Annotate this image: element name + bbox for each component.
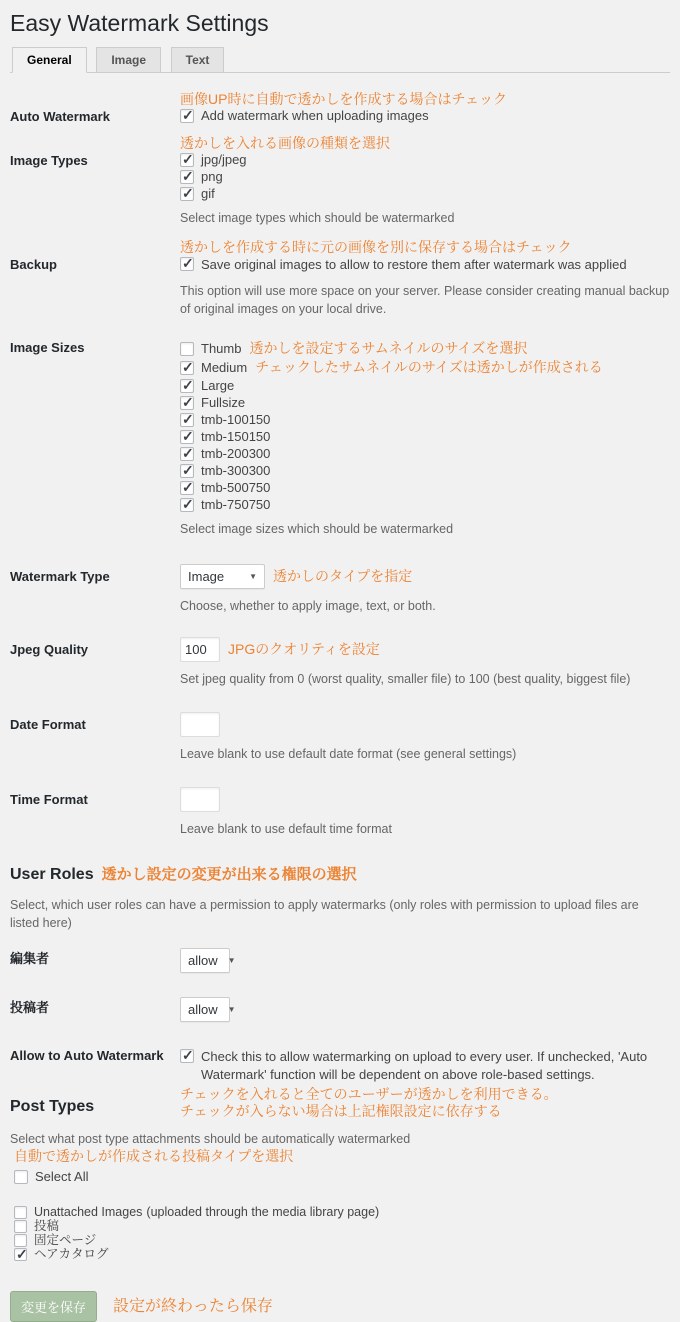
dropdown-arrow-icon: ▼ [249, 572, 257, 581]
watermark-type-select[interactable]: Image ▼ [180, 564, 265, 589]
backup-checkbox[interactable]: ✓ Save original images to allow to restore them after watermark was applied [180, 256, 670, 274]
date-format-label: Date Format [10, 717, 86, 732]
auto-watermark-checkbox[interactable]: ✓ Add watermark when uploading images [180, 108, 670, 123]
checkbox-icon[interactable] [14, 1220, 27, 1233]
save-button[interactable]: 変更を保存 [10, 1291, 97, 1322]
allow-auto-watermark-checkbox[interactable]: ✓ Check this to allow watermarking on upload to every user. If unchecked, 'Auto Watermark' function will be dependent on above role-based settings. [180, 1048, 670, 1084]
row-auto-watermark [10, 91, 670, 125]
watermark-type-description: Choose, whether to apply image, text, or both. [180, 599, 436, 613]
tab-bar [10, 46, 670, 73]
post-types-list [14, 1206, 670, 1261]
user-roles-description: Select, which user roles can have a permission to apply watermarks (only roles with permission to upload files are listed here) [10, 898, 639, 930]
row-watermark-type [10, 564, 670, 615]
image-size-medium-checkbox[interactable]: ✓ Medium チェックしたサムネイルのサイズは透かしが作成される [180, 359, 670, 376]
jpeg-quality-input[interactable] [180, 637, 220, 662]
tab-image[interactable]: Image [96, 47, 161, 72]
role-editor-select[interactable]: allow ▼ [180, 948, 230, 973]
checkbox-icon[interactable] [14, 1206, 27, 1219]
checkbox-icon[interactable] [180, 342, 194, 356]
jpeg-quality-note-ja: JPGのクオリティを設定 [228, 641, 380, 657]
watermark-type-note-ja: 透かしのタイプを指定 [273, 568, 413, 584]
auto-watermark-note-ja: 画像UP時に自動で透かしを作成する場合はチェック [180, 91, 508, 107]
allow-auto-watermark-label: Allow to Auto Watermark [10, 1048, 164, 1063]
image-type-gif-checkbox[interactable]: ✓ gif [180, 186, 670, 201]
jpeg-quality-label: Jpeg Quality [10, 642, 89, 657]
checkbox-icon[interactable] [180, 109, 194, 123]
post-type-post-checkbox[interactable]: 投稿 [14, 1220, 670, 1233]
post-type-unattached-checkbox[interactable]: Unattached Images (uploaded through the media library page) [14, 1206, 670, 1219]
post-type-unattached-suffix: (uploaded through the media library page) [146, 1205, 380, 1219]
tab-general[interactable]: General [12, 47, 87, 73]
checkbox-icon[interactable] [14, 1170, 28, 1184]
image-size-tmb-300300-checkbox[interactable]: ✓ tmb-300300 [180, 463, 670, 478]
allow-auto-note-ja-1: チェックを入れると全てのユーザーが透かしを利用できる。 [180, 1086, 558, 1102]
medium-note-ja: チェックしたサムネイルのサイズは透かしが作成される [255, 359, 603, 375]
row-image-types [10, 135, 670, 227]
auto-watermark-label: Auto Watermark [10, 109, 110, 124]
role-author-label: 投稿者 [10, 1000, 50, 1015]
image-size-tmb-200300-checkbox[interactable]: ✓ tmb-200300 [180, 446, 670, 461]
image-types-description: Select image types which should be watermarked [180, 211, 455, 225]
checkbox-icon[interactable] [180, 481, 194, 495]
backup-note-ja: 透かしを作成する時に元の画像を別に保存する場合はチェック [180, 239, 572, 255]
checkbox-icon[interactable] [180, 498, 194, 512]
footer [10, 1291, 670, 1322]
post-types-note-ja: 自動で透かしが作成される投稿タイプを選択 [14, 1148, 294, 1164]
save-note-ja: 設定が終わったら保存 [113, 1298, 273, 1315]
row-backup [10, 239, 670, 318]
checkbox-icon[interactable] [180, 1049, 194, 1063]
checkbox-icon[interactable] [180, 379, 194, 393]
date-format-description: Leave blank to use default date format (see general settings) [180, 747, 517, 761]
watermark-type-label: Watermark Type [10, 569, 110, 584]
role-author-select[interactable]: allow ▼ [180, 997, 230, 1022]
time-format-input[interactable] [180, 787, 220, 812]
image-size-fullsize-checkbox[interactable]: ✓ Fullsize [180, 395, 670, 410]
image-sizes-description: Select image sizes which should be watermarked [180, 522, 454, 536]
thumb-note-ja: 透かしを設定するサムネイルのサイズを選択 [249, 340, 528, 356]
checkbox-icon[interactable] [180, 361, 194, 375]
checkbox-icon[interactable] [180, 447, 194, 461]
checkbox-icon[interactable] [180, 396, 194, 410]
image-types-label: Image Types [10, 153, 88, 168]
jpeg-quality-description: Set jpeg quality from 0 (worst quality, smaller file) to 100 (best quality, biggest file) [180, 672, 631, 686]
checkbox-icon[interactable] [180, 464, 194, 478]
select-all-checkbox[interactable]: Select All [14, 1169, 670, 1184]
dropdown-arrow-icon: ▼ [227, 956, 236, 965]
tab-text[interactable]: Text [171, 47, 225, 72]
checkbox-icon[interactable] [180, 257, 194, 271]
user-roles-heading: User Roles 透かし設定の変更が出来る権限の選択 [10, 866, 357, 883]
allow-auto-note-ja-2: チェックが入らない場合は上記権限設定に依存する [180, 1103, 502, 1119]
image-size-thumb-checkbox[interactable]: Thumb 透かしを設定するサムネイルのサイズを選択 [180, 340, 670, 357]
page-title: Easy Watermark Settings [10, 10, 269, 36]
post-type-haircatalog-checkbox[interactable]: ✓ ヘアカタログ [14, 1248, 670, 1261]
row-jpeg-quality [10, 637, 670, 688]
row-image-sizes [10, 340, 670, 538]
image-size-tmb-150150-checkbox[interactable]: ✓ tmb-150150 [180, 429, 670, 444]
post-types-description: Select what post type attachments should be automatically watermarked [10, 1132, 411, 1146]
backup-description: This option will use more space on your server. Please consider creating manual backup of original images on your local drive. [180, 284, 670, 316]
image-types-note-ja: 透かしを入れる画像の種類を選択 [180, 135, 390, 151]
user-roles-note-ja: 透かし設定の変更が出来る権限の選択 [101, 866, 357, 883]
row-allow-auto-watermark [10, 1048, 670, 1120]
time-format-description: Leave blank to use default time format [180, 822, 392, 836]
row-time-format [10, 787, 670, 838]
post-type-page-checkbox[interactable]: 固定ページ [14, 1234, 670, 1247]
image-size-tmb-100150-checkbox[interactable]: ✓ tmb-100150 [180, 412, 670, 427]
backup-label: Backup [10, 257, 57, 272]
image-size-tmb-500750-checkbox[interactable]: ✓ tmb-500750 [180, 480, 670, 495]
checkbox-icon[interactable] [180, 170, 194, 184]
checkbox-icon[interactable] [14, 1248, 27, 1261]
role-editor-label: 編集者 [10, 951, 50, 966]
dropdown-arrow-icon: ▼ [227, 1005, 236, 1014]
row-date-format [10, 712, 670, 763]
time-format-label: Time Format [10, 792, 88, 807]
image-sizes-label: Image Sizes [10, 340, 85, 355]
checkbox-icon[interactable] [180, 153, 194, 167]
row-role-author [10, 997, 670, 1022]
image-size-tmb-750750-checkbox[interactable]: ✓ tmb-750750 [180, 497, 670, 512]
row-role-editor [10, 948, 670, 973]
image-type-png-checkbox[interactable]: ✓ png [180, 169, 670, 184]
image-type-jpg-checkbox[interactable]: ✓ jpg/jpeg [180, 152, 670, 167]
checkbox-icon[interactable] [180, 413, 194, 427]
post-types-heading: Post Types [10, 1098, 95, 1115]
date-format-input[interactable] [180, 712, 220, 737]
image-size-large-checkbox[interactable]: ✓ Large [180, 378, 670, 393]
checkbox-icon[interactable] [180, 430, 194, 444]
checkbox-icon[interactable] [180, 187, 194, 201]
